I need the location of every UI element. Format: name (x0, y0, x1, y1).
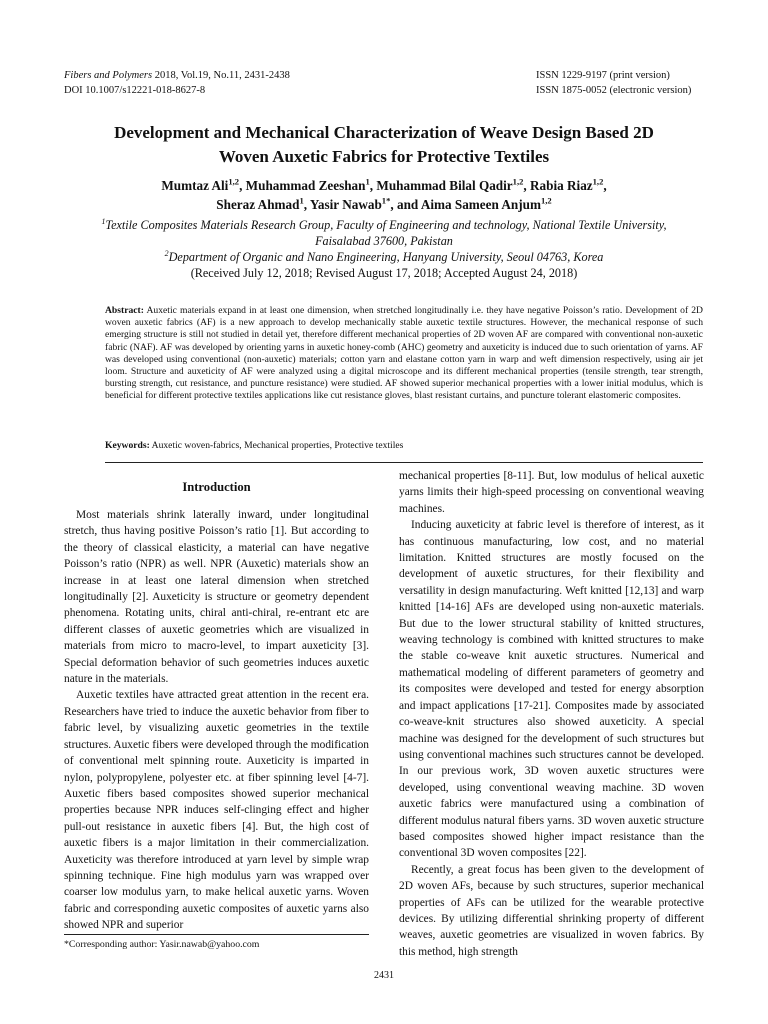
doi: DOI 10.1007/s12221-018-8627-8 (64, 85, 206, 96)
paper-title (40, 121, 728, 169)
affiliations (40, 217, 728, 281)
paragraph: Recently, a great focus has been given to the development of 2D woven AFs, because by such structures, superior mechanical properties of AFs can be utilized for the wearable protective devices. By utilizing differential shrinking property of different weaves, auxetic geometries are visualized in woven fabrics. By this method, high strength (399, 863, 704, 958)
affiliation-2 (40, 249, 728, 265)
journal-header (64, 68, 290, 98)
section-title-introduction: Introduction (182, 480, 251, 494)
affiliation-2-text: Department of Organic and Nano Engineering, Hanyang University, Seoul 04763, Korea (168, 250, 604, 264)
citation: 2018, Vol.19, No.11, 2431-2438 (154, 70, 290, 81)
author-affil-sup: 1 (299, 195, 304, 206)
author-separator: , (603, 178, 607, 193)
title-line-2: Woven Auxetic Fabrics for Protective Textiles (218, 147, 550, 166)
paragraph: mechanical properties [8-11]. But, low modulus of helical auxetic yarns limits their high-speed processing on conventional weaving machines. (399, 470, 704, 515)
author-separator: , (239, 178, 246, 193)
keywords (105, 440, 703, 452)
author-name: Rabia Riaz (530, 178, 593, 193)
author-name: Yasir Nawab (309, 197, 382, 212)
author-name: Muhammad Bilal Qadir (376, 178, 513, 193)
author-name: Aima Sameen Anjum (420, 197, 541, 212)
corresponding-author-footnote: *Corresponding author: Yasir.nawab@yahoo.com (64, 939, 260, 950)
title-line-1: Development and Mechanical Characterization of Weave Design Based 2D (114, 123, 654, 142)
author-line-1 (40, 176, 728, 195)
abstract-label: Abstract: (105, 305, 144, 316)
author-separator: , (303, 197, 310, 212)
paragraph: Most materials shrink laterally inward, under longitudinal stretch, thus having positive Poisson’s ratio [1]. But according to the theory of classical elasticity, a material can have negative Poisson’s ratio (NPR) as well. NPR (Auxetic) materials show an increase in at least one lateral dimension when stretched longitudinally [2]. Auxeticity is structure or geometry dependent phenomena. Rotating units, chiral anti-chiral, re-entrant etc are different classes of auxetic geometries which are visualized in materials from micro to macro-level, to impart auxeticity [3]. Special deformation behavior of such geometries induces auxetic nature in the materials. (64, 509, 369, 686)
author-separator: , (369, 178, 377, 193)
keywords-label: Keywords: (105, 440, 150, 451)
abstract (105, 305, 703, 403)
author-separator: , and (390, 197, 421, 212)
journal-name: Fibers and Polymers (64, 70, 153, 81)
author-name: Muhammad Zeeshan (245, 178, 366, 193)
affiliation-sup: 1 (101, 216, 106, 226)
author-affil-sup: 1 (365, 176, 370, 187)
author-name: Sheraz Ahmad (216, 197, 300, 212)
journal-citation-line (64, 68, 290, 83)
issn-block (536, 68, 691, 98)
right-column (399, 468, 704, 960)
author-separator: , (523, 178, 530, 193)
author-line-2 (40, 195, 728, 214)
affiliation-1 (40, 217, 728, 233)
author-affil-sup: 1,2 (512, 176, 524, 187)
author-list (40, 176, 728, 214)
author-affil-sup: 1,2 (228, 176, 240, 187)
abstract-divider (105, 462, 703, 463)
author-affil-sup: 1* (381, 195, 391, 206)
affiliation-1-text: Textile Composites Materials Research Group, Faculty of Engineering and technology, National Textile University, (105, 218, 667, 232)
footnote-rule (64, 934, 369, 935)
abstract-text: Auxetic materials expand in at least one dimension, when stretched longitudinally i.e. they have negative Poisson’s ratio. Development of 2D woven auxetic fabrics (AF) is a new approach to develop mechanically stable auxetic textile structures. However, the mechanical response of such emerging structure is still not studied in detail yet, therefore different mechanical properties of 2D woven AF are compared with conventional non-auxetic fabric (NAF). AF was developed by orienting yarns in auxetic honey-comb (AHC) geometry and auxeticity is induced due to such orientation of yarns. AF was developed using conventional (non-auxetic) materials; cotton yarn and elastane cotton yarn in warp and weft dimension respectively, using air jet loom. Structure and auxeticity of AF were analyzed using a digital microscope and its different mechanical properties (tensile strength, tear strength, bursting strength, cut resistance, and puncture resistance) were studied. AF showed superior mechanical properties with a lower initial modulus, which is beneficial for different protective textiles applications like cut resistance gloves, blast resistant curtains, and puncture tolerant elastomeric composites. (105, 305, 703, 402)
affiliation-sup: 2 (164, 248, 169, 258)
author-affil-sup: 1,2 (540, 195, 552, 206)
author-affil-sup: 1,2 (592, 176, 604, 187)
keywords-text: Auxetic woven-fabrics, Mechanical properties, Protective textiles (151, 440, 404, 451)
issn-electronic: ISSN 1875-0052 (electronic version) (536, 85, 692, 96)
paragraph: Inducing auxeticity at fabric level is therefore of interest, as it has continuous manufacturing, low cost, and no material limitation. Knitted structures are mostly focused on the development of auxetic structures, for their flexibility and versatility in design manufacturing. Weft knitted [12,13] and warp knitted [14-16] AFs are developed using non-auxetic materials. But due to the lower structural stability of knitted structures, weaving technology is combined with knitted structures to make the stable co-weave knit auxetic structures. Numerical and mathematical modeling of different parameters of geometry and its composites were developed and tested for energy absorption and impact applications [17-21]. Composites made by associated co-weave-knit structures also showed auxeticity. A special machine was designed for the development of such structures but using conventional machines such structures cannot be developed. In our previous work, 3D woven auxetic structures were developed, using conventional weaving machine. 3D woven auxetic fabrics were manufactured using a combination of different modulus natural fibers yarns. 3D woven auxetic structure based composites showed higher impact resistance than the conventional 3D woven composites [22]. (399, 519, 704, 860)
issn-print: ISSN 1229-9197 (print version) (536, 70, 670, 81)
left-column (64, 507, 369, 934)
affiliation-1-cont: Faisalabad 37600, Pakistan (315, 234, 453, 248)
author-name: Mumtaz Ali (161, 178, 229, 193)
received-dates: (Received July 12, 2018; Revised August 17, 2018; Accepted August 24, 2018) (190, 266, 578, 280)
paragraph: Auxetic textiles have attracted great attention in the recent era. Researchers have tried to induce the auxetic behavior from fiber to fabric level, by visualizing auxetic geometries in the textile structures. Auxetic fibers were developed through the modification of conventional melt spinning route. Auxeticity is imparted in nylon, polypropylene, polyester etc. at fiber spinning level [4-7]. Auxetic fibers based composites showed superior mechanical properties because NPR induces self-clinging effect and higher pull-out resistance in auxetic fibers [4]. But, the high cost of auxetic fibers is a major limitation in their commercialization. Auxeticity was therefore introduced at yarn level by simple wrap spinning technique. Fine high modulus yarn was wrapped over coarser low modulus yarn, to make helical auxetic yarns. Woven fabric and corresponding auxetic composites of auxetic yarns also showed NPR and superior (64, 689, 369, 932)
page-number: 2431 (374, 970, 394, 981)
